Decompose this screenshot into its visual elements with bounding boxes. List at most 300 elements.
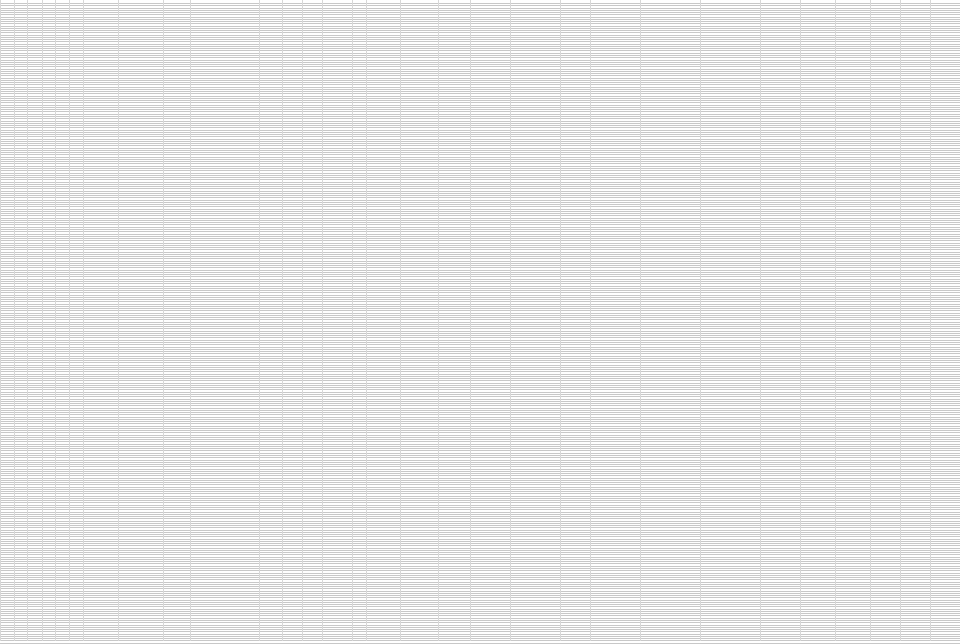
column-rule (700, 0, 701, 641)
row-separator (0, 550, 960, 551)
row-separator (0, 139, 960, 140)
row-separator (0, 150, 960, 151)
row-separator (0, 41, 960, 42)
row-separator (0, 514, 960, 515)
row-separator (0, 489, 960, 490)
row-separator (0, 182, 960, 183)
row-separator (0, 118, 960, 119)
row-separator (0, 215, 960, 216)
row-separator (0, 600, 960, 601)
row-separator (0, 453, 960, 454)
row-separator (0, 464, 960, 465)
column-rule (14, 0, 15, 641)
row-separator (0, 154, 960, 155)
row-separator (0, 356, 960, 357)
row-separator (0, 340, 960, 341)
row-separator (0, 188, 960, 189)
row-separator (0, 84, 960, 85)
row-separator (0, 71, 960, 72)
row-separator (0, 23, 960, 24)
row-separator (0, 93, 960, 94)
column-rule (510, 0, 511, 641)
row-separator (0, 335, 960, 336)
row-separator (0, 568, 960, 569)
row-separator (0, 408, 960, 409)
row-separator (0, 369, 960, 370)
row-separator (0, 509, 960, 510)
row-separator (0, 231, 960, 232)
row-separator (0, 496, 960, 497)
column-rule (835, 0, 836, 641)
row-separator (0, 195, 960, 196)
row-separator (0, 98, 960, 99)
row-separator (0, 184, 960, 185)
row-separator (0, 573, 960, 574)
row-separator (0, 385, 960, 386)
row-separator (0, 46, 960, 47)
row-separator (0, 91, 960, 92)
row-separator (0, 606, 960, 607)
row-separator (0, 545, 960, 546)
row-separator (0, 396, 960, 397)
row-separator (0, 394, 960, 395)
row-separator (0, 261, 960, 262)
row-separator (0, 432, 960, 433)
column-rule (322, 0, 323, 641)
row-separator (0, 591, 960, 592)
row-separator (0, 435, 960, 436)
row-separator (0, 283, 960, 284)
row-separator (0, 417, 960, 418)
row-separator (0, 80, 960, 81)
row-separator (0, 597, 960, 598)
row-separator (0, 134, 960, 135)
row-separator (0, 186, 960, 187)
row-separator (0, 28, 960, 29)
row-separator (0, 32, 960, 33)
row-separator (0, 439, 960, 440)
row-separator (0, 480, 960, 481)
row-separator (0, 121, 960, 122)
row-separator (0, 130, 960, 131)
row-separator (0, 358, 960, 359)
row-separator (0, 143, 960, 144)
column-rule (930, 0, 931, 641)
row-separator (0, 191, 960, 192)
row-separator (0, 96, 960, 97)
row-separator (0, 613, 960, 614)
row-separator (0, 353, 960, 354)
row-separator (0, 236, 960, 237)
row-separator (0, 333, 960, 334)
row-separator (0, 37, 960, 38)
row-separator (0, 457, 960, 458)
row-separator (0, 380, 960, 381)
row-separator (0, 552, 960, 553)
row-separator (0, 224, 960, 225)
row-separator (0, 148, 960, 149)
row-separator (0, 371, 960, 372)
row-separator (0, 392, 960, 393)
row-separator (0, 383, 960, 384)
row-separator (0, 505, 960, 506)
row-separator (0, 5, 960, 6)
row-separator (0, 306, 960, 307)
row-separator (0, 561, 960, 562)
row-separator (0, 19, 960, 20)
row-separator (0, 541, 960, 542)
row-separator (0, 536, 960, 537)
column-rule (27, 0, 28, 641)
row-separator (0, 295, 960, 296)
row-separator (0, 12, 960, 13)
row-separator (0, 299, 960, 300)
row-separator (0, 426, 960, 427)
row-separator (0, 643, 960, 644)
row-separator (0, 109, 960, 110)
row-separator (0, 249, 960, 250)
row-separator (0, 288, 960, 289)
row-separator (0, 376, 960, 377)
row-separator (0, 566, 960, 567)
row-separator (0, 53, 960, 54)
row-separator (0, 405, 960, 406)
row-separator (0, 629, 960, 630)
row-separator (0, 265, 960, 266)
row-separator (0, 136, 960, 137)
column-rule (438, 0, 439, 641)
row-separator (0, 593, 960, 594)
row-separator (0, 123, 960, 124)
row-separator (0, 310, 960, 311)
row-separator (0, 39, 960, 40)
row-separator (0, 177, 960, 178)
row-separator (0, 337, 960, 338)
row-separator (0, 252, 960, 253)
row-separator (0, 512, 960, 513)
row-separator (0, 636, 960, 637)
row-separator (0, 10, 960, 11)
row-separator (0, 50, 960, 51)
row-separator (0, 360, 960, 361)
row-separator (0, 254, 960, 255)
column-rule (302, 0, 303, 641)
row-separator (0, 627, 960, 628)
row-separator (0, 141, 960, 142)
row-separator (0, 498, 960, 499)
row-separator (0, 584, 960, 585)
row-separator (0, 615, 960, 616)
column-rule (800, 0, 801, 641)
row-separator (0, 516, 960, 517)
row-separator (0, 170, 960, 171)
row-separator (0, 258, 960, 259)
row-separator (0, 35, 960, 36)
row-separator (0, 342, 960, 343)
row-separator (0, 324, 960, 325)
row-separator (0, 487, 960, 488)
row-separator (0, 331, 960, 332)
row-separator (0, 145, 960, 146)
row-separator (0, 14, 960, 15)
column-rule (163, 0, 164, 641)
row-separator (0, 527, 960, 528)
row-separator (0, 491, 960, 492)
row-separator (0, 62, 960, 63)
row-separator (0, 301, 960, 302)
row-separator (0, 518, 960, 519)
row-separator (0, 107, 960, 108)
row-separator (0, 389, 960, 390)
row-separator (0, 317, 960, 318)
column-rule (69, 0, 70, 641)
row-separator (0, 577, 960, 578)
row-separator (0, 604, 960, 605)
row-separator (0, 304, 960, 305)
row-separator (0, 44, 960, 45)
row-separator (0, 292, 960, 293)
row-separator (0, 26, 960, 27)
row-separator (0, 227, 960, 228)
row-separator (0, 419, 960, 420)
row-separator (0, 387, 960, 388)
row-separator (0, 229, 960, 230)
row-separator (0, 557, 960, 558)
row-separator (0, 410, 960, 411)
row-separator (0, 620, 960, 621)
row-separator (0, 351, 960, 352)
row-separator (0, 403, 960, 404)
row-separator (0, 276, 960, 277)
row-separator (0, 367, 960, 368)
row-separator (0, 534, 960, 535)
row-separator (0, 157, 960, 158)
row-separator (0, 548, 960, 549)
row-separator (0, 500, 960, 501)
row-separator (0, 602, 960, 603)
row-separator (0, 362, 960, 363)
row-separator (0, 211, 960, 212)
column-rule (282, 0, 283, 641)
row-separator (0, 421, 960, 422)
column-rule (640, 0, 641, 641)
column-rule (55, 0, 56, 641)
row-separator (0, 374, 960, 375)
row-separator (0, 48, 960, 49)
row-separator (0, 428, 960, 429)
row-separator (0, 281, 960, 282)
column-rule (870, 0, 871, 641)
row-separator (0, 462, 960, 463)
row-separator (0, 168, 960, 169)
row-separator (0, 102, 960, 103)
row-separator (0, 17, 960, 18)
row-separator (0, 611, 960, 612)
row-separator (0, 543, 960, 544)
row-separator (0, 163, 960, 164)
row-separator (0, 60, 960, 61)
row-separator (0, 220, 960, 221)
row-separator (0, 315, 960, 316)
row-separator (0, 286, 960, 287)
column-rule (259, 0, 260, 641)
row-separator (0, 622, 960, 623)
row-separator (0, 173, 960, 174)
row-separator (0, 238, 960, 239)
row-separator (0, 161, 960, 162)
row-separator (0, 256, 960, 257)
row-separator (0, 87, 960, 88)
row-separator (0, 444, 960, 445)
row-separator (0, 437, 960, 438)
row-separator (0, 441, 960, 442)
row-separator (0, 401, 960, 402)
row-separator (0, 412, 960, 413)
column-rule (42, 0, 43, 641)
row-separator (0, 179, 960, 180)
row-separator (0, 460, 960, 461)
row-separator (0, 469, 960, 470)
row-separator (0, 625, 960, 626)
row-separator (0, 64, 960, 65)
column-rule (83, 0, 84, 641)
row-separator (0, 3, 960, 4)
row-separator (0, 530, 960, 531)
row-separator (0, 69, 960, 70)
row-separator (0, 575, 960, 576)
row-separator (0, 595, 960, 596)
row-separator (0, 200, 960, 201)
row-separator (0, 8, 960, 9)
row-separator (0, 213, 960, 214)
row-separator (0, 75, 960, 76)
row-separator (0, 618, 960, 619)
row-separator (0, 609, 960, 610)
row-separator (0, 21, 960, 22)
row-separator (0, 638, 960, 639)
row-separator (0, 478, 960, 479)
row-separator (0, 378, 960, 379)
row-separator (0, 152, 960, 153)
row-separator (0, 100, 960, 101)
row-separator (0, 326, 960, 327)
row-separator (0, 588, 960, 589)
row-separator (0, 73, 960, 74)
row-separator (0, 532, 960, 533)
row-separator (0, 222, 960, 223)
row-separator (0, 430, 960, 431)
row-separator (0, 586, 960, 587)
row-separator (0, 582, 960, 583)
column-rule (400, 0, 401, 641)
row-separator (0, 347, 960, 348)
row-separator (0, 349, 960, 350)
row-separator (0, 344, 960, 345)
row-separator (0, 245, 960, 246)
column-rule (900, 0, 901, 641)
column-rule (0, 0, 1, 641)
column-rule (760, 0, 761, 641)
row-separator (0, 274, 960, 275)
column-rule (470, 0, 471, 641)
row-separator (0, 423, 960, 424)
row-separator (0, 365, 960, 366)
row-separator (0, 263, 960, 264)
row-separator (0, 502, 960, 503)
row-separator (0, 539, 960, 540)
row-separator (0, 297, 960, 298)
row-separator (0, 559, 960, 560)
row-separator (0, 322, 960, 323)
row-separator (0, 175, 960, 176)
row-separator (0, 55, 960, 56)
row-separator (0, 78, 960, 79)
row-separator (0, 218, 960, 219)
column-rule (590, 0, 591, 641)
row-separator (0, 206, 960, 207)
row-separator (0, 116, 960, 117)
row-separator (0, 127, 960, 128)
row-separator (0, 82, 960, 83)
row-separator (0, 159, 960, 160)
row-separator (0, 209, 960, 210)
row-separator (0, 204, 960, 205)
row-separator (0, 125, 960, 126)
row-separator (0, 579, 960, 580)
row-separator (0, 197, 960, 198)
row-separator (0, 105, 960, 106)
row-separator (0, 328, 960, 329)
row-separator (0, 193, 960, 194)
row-separator (0, 270, 960, 271)
row-separator (0, 111, 960, 112)
row-separator (0, 114, 960, 115)
row-separator (0, 466, 960, 467)
row-separator (0, 414, 960, 415)
row-separator (0, 563, 960, 564)
row-separator (0, 202, 960, 203)
row-separator (0, 525, 960, 526)
row-separator (0, 319, 960, 320)
row-separator (0, 279, 960, 280)
row-separator (0, 66, 960, 67)
column-rule (190, 0, 191, 641)
row-separator (0, 272, 960, 273)
row-separator (0, 471, 960, 472)
column-rule (118, 0, 119, 641)
row-separator (0, 570, 960, 571)
row-separator (0, 399, 960, 400)
row-separator (0, 89, 960, 90)
row-separator (0, 30, 960, 31)
row-separator (0, 240, 960, 241)
row-separator (0, 446, 960, 447)
row-separator (0, 484, 960, 485)
row-separator (0, 132, 960, 133)
row-separator (0, 631, 960, 632)
column-rule (560, 0, 561, 641)
row-separator (0, 507, 960, 508)
row-separator (0, 57, 960, 58)
row-separator (0, 523, 960, 524)
row-separator (0, 313, 960, 314)
row-separator (0, 448, 960, 449)
row-separator (0, 493, 960, 494)
row-separator (0, 308, 960, 309)
column-rule (352, 0, 353, 641)
row-separator (0, 455, 960, 456)
row-separator (0, 554, 960, 555)
